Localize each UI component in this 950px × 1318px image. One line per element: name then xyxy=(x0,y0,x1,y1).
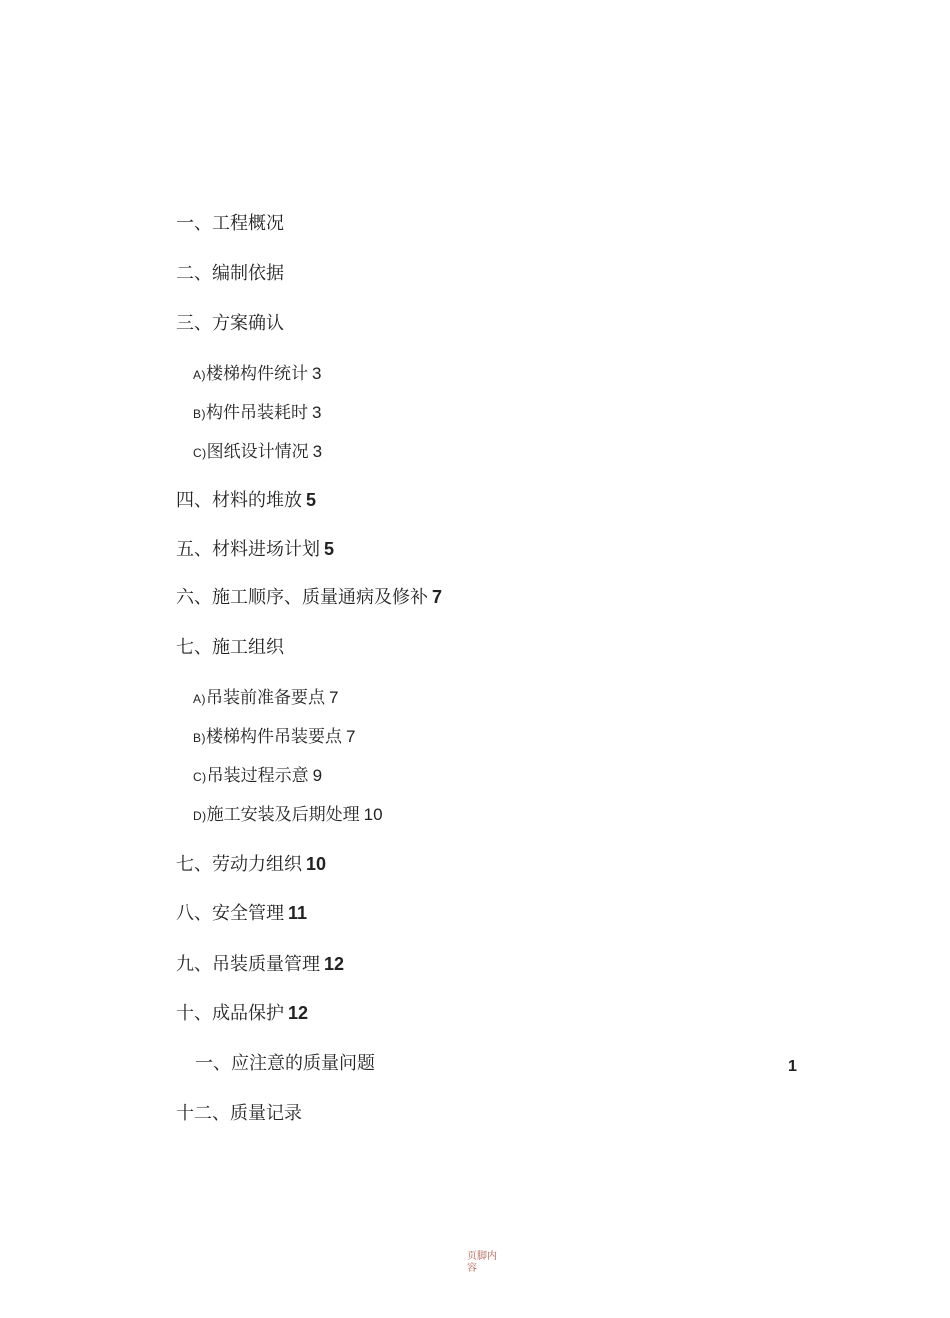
toc-subentry-stair-hoisting-points[interactable] xyxy=(193,726,355,749)
toc-entry-title: 七、劳动力组织 xyxy=(176,854,302,875)
toc-subentry-drawing-design[interactable] xyxy=(193,441,322,464)
toc-subentry-marker: D) xyxy=(193,809,207,823)
toc-page-number: 5 xyxy=(306,490,317,510)
toc-entry-title: 三、方案确认 xyxy=(176,313,284,334)
page-number: 1 xyxy=(788,1058,797,1075)
toc-subentry-marker: B) xyxy=(193,731,206,745)
toc-subentry-marker: A) xyxy=(193,368,206,382)
toc-entry-title: 一、应注意的质量问题 xyxy=(195,1053,375,1074)
toc-page-number: 9 xyxy=(312,766,323,785)
toc-subentry-hoisting-time[interactable] xyxy=(193,402,321,425)
toc-entry-title: 六、施工顺序、质量通病及修补 xyxy=(176,587,428,608)
toc-page-number: 3 xyxy=(312,403,322,422)
toc-page-number: 10 xyxy=(363,805,383,824)
toc-subentry-hoisting-process[interactable] xyxy=(193,765,322,788)
toc-entry-title: 八、安全管理 xyxy=(176,903,284,924)
toc-entry-safety-management[interactable] xyxy=(176,902,307,925)
toc-subentry-marker: A) xyxy=(193,692,206,706)
toc-subentry-title: 图纸设计情况 xyxy=(206,442,309,462)
toc-entry-quality-issues[interactable] xyxy=(195,1053,375,1075)
toc-subentry-marker: B) xyxy=(193,407,206,421)
toc-page-number: 10 xyxy=(306,854,327,874)
toc-entry-project-overview[interactable] xyxy=(176,213,284,235)
toc-entry-material-stacking[interactable] xyxy=(176,489,316,512)
toc-entry-labor-organization[interactable] xyxy=(176,853,326,876)
toc-page-number: 12 xyxy=(288,1003,309,1023)
toc-page-number: 7 xyxy=(346,727,356,746)
toc-entry-title: 九、吊装质量管理 xyxy=(176,954,320,975)
toc-subentry-title: 楼梯构件吊装要点 xyxy=(206,727,342,747)
toc-page-number: 3 xyxy=(312,442,323,461)
toc-subentry-title: 楼梯构件统计 xyxy=(206,364,308,384)
toc-entry-title: 十、成品保护 xyxy=(176,1003,284,1024)
toc-page-number: 7 xyxy=(329,688,339,707)
toc-entry-construction-sequence[interactable] xyxy=(176,586,442,609)
toc-entry-hoisting-quality[interactable] xyxy=(176,953,344,976)
toc-entry-material-entry-plan[interactable] xyxy=(176,538,334,561)
toc-entry-title: 七、施工组织 xyxy=(176,637,284,658)
toc-subentry-installation-treatment[interactable] xyxy=(193,804,383,827)
toc-subentry-title: 吊装过程示意 xyxy=(206,766,309,786)
toc-page-number: 7 xyxy=(432,587,443,607)
footer-text: 页脚内容 xyxy=(467,1251,497,1274)
toc-entry-quality-records[interactable] xyxy=(176,1103,302,1125)
toc-subentry-marker: C) xyxy=(193,770,207,784)
toc-entry-title: 二、编制依据 xyxy=(176,263,284,284)
toc-page-number: 3 xyxy=(312,364,322,383)
toc-entry-basis[interactable] xyxy=(176,263,284,285)
toc-subentry-stair-component-stats[interactable] xyxy=(193,363,321,386)
toc-subentry-hoisting-preparation[interactable] xyxy=(193,687,338,710)
toc-entry-title: 四、材料的堆放 xyxy=(176,490,302,511)
toc-entry-title: 一、工程概况 xyxy=(176,213,284,234)
toc-subentry-title: 吊装前准备要点 xyxy=(206,688,325,708)
toc-page-number: 11 xyxy=(288,903,308,923)
toc-subentry-title: 施工安装及后期处理 xyxy=(206,805,360,825)
toc-entry-title: 五、材料进场计划 xyxy=(176,539,320,560)
toc-entry-construction-organization[interactable] xyxy=(176,637,284,659)
toc-entry-scheme-confirmation[interactable] xyxy=(176,313,284,335)
toc-subentry-title: 构件吊装耗时 xyxy=(206,403,308,423)
toc-entry-product-protection[interactable] xyxy=(176,1002,308,1025)
toc-subentry-marker: C) xyxy=(193,446,207,460)
toc-page-number: 12 xyxy=(324,954,345,974)
toc-page-number: 5 xyxy=(324,539,335,559)
toc-entry-title: 十二、质量记录 xyxy=(176,1103,302,1124)
